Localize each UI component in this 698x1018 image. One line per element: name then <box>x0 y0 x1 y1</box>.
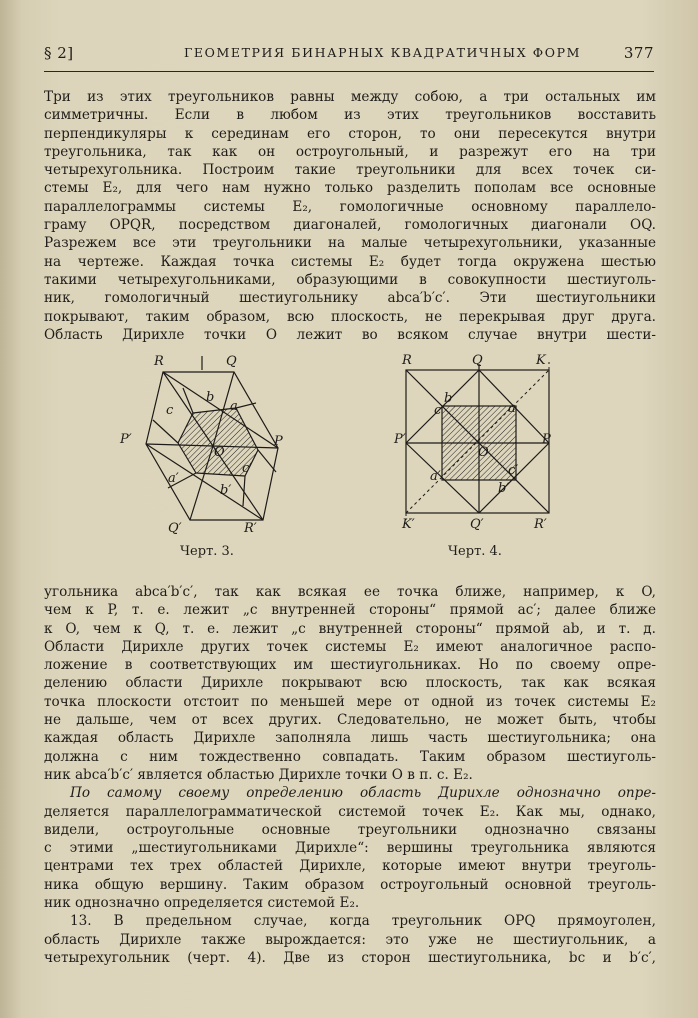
text-line: на чертеже. Каждая точка системы E₂ будет тогда окружена шестью <box>44 253 656 270</box>
running-header <box>44 44 654 66</box>
label-P: P <box>542 432 551 447</box>
text-line: не дальше, чем от всех других. Следовательно, не может быть, чтобы <box>44 712 656 729</box>
text-line: Область Дирихле точки O лежит во всяком случае внутри шести- <box>44 326 656 343</box>
running-title: ГЕОМЕТРИЯ БИНАРНЫХ КВАДРАТИЧНЫХ ФОРМ <box>184 45 581 60</box>
text-line: делению области Дирихле покрывают всю плоскость, так как всякая <box>44 675 656 692</box>
figure-3-caption: Черт. 3. <box>180 544 234 559</box>
label-R: R <box>402 353 412 368</box>
section-mark: § 2] <box>44 44 74 62</box>
text-line: покрывают, таким образом, всю плоскость, не перекрывая друг друга. <box>44 308 656 325</box>
text-line: ника общую вершину. Таким образом остроугольный основной треуголь- <box>44 876 656 893</box>
page-number: 377 <box>623 44 654 62</box>
text-line: По самому своему определению область Дирихле однозначно опре- <box>70 785 656 802</box>
label-R-prime: R′ <box>534 517 547 532</box>
label-K: K <box>536 353 546 368</box>
text-line: к O, чем к Q, т. е. лежит „с внутренней стороны“ прямой ab, и т. д. <box>44 620 656 637</box>
text-line: деляется параллелограмматической системой точек E₂. Как мы, однако, <box>44 803 656 820</box>
text-line: граму OPQR, посредством диагоналей, гомологичных диагонали OQ. <box>44 217 656 234</box>
text-line: ник, гомологичный шестиугольнику abca′b′c′. Эти шестиугольники <box>44 290 656 307</box>
label-c-prime: c′ <box>242 461 253 476</box>
text-line: чем к P, т. е. лежит „с внутренней стороны“ прямой ac′; далее ближе <box>44 602 656 619</box>
label-b: b <box>444 391 453 406</box>
label-P-prime: P′ <box>120 432 132 447</box>
label-b: b <box>206 390 215 405</box>
text-line: должна с ним тождественно совпадать. Таким образом шестиуголь- <box>44 748 656 765</box>
label-R: R <box>154 354 164 369</box>
figure-4-diagram <box>396 352 560 532</box>
text-line: точка плоскости отстоит по меньшей мере от одной из точек системы E₂ <box>44 693 656 710</box>
text-line: ложение в соответствующих им шестиугольниках. Но по своему опре- <box>44 657 656 674</box>
label-c-prime: c′ <box>508 463 519 478</box>
text-line: Разрежем все эти треугольники на малые четырехугольники, указанные <box>44 235 656 252</box>
text-line: стемы E₂, для чего нам нужно только разделить пополам все основные <box>44 180 656 197</box>
text-line: ник abca′b′c′ является областью Дирихле точки O в п. с. E₂. <box>44 766 473 783</box>
text-line: перпендикуляры к серединам его сторон, то они пересекутся внутри <box>44 125 656 142</box>
text-line: 13. В предельном случае, когда треугольник OPQ прямоуголен, <box>70 913 656 930</box>
paragraph-1 <box>44 88 656 344</box>
text-line: с этими „шестиугольниками Дирихле“: вершины треугольника являются <box>44 840 656 857</box>
label-c: c <box>434 403 442 418</box>
text-line: треугольника, так как он остроугольный, и разрежут его на три <box>44 143 656 160</box>
label-Q: Q <box>226 354 237 369</box>
text-line: четырехугольника. Построим такие треугольники для всех точек си- <box>44 162 656 179</box>
label-Q-prime: Q′ <box>168 521 182 536</box>
label-P-prime: P′ <box>394 432 406 447</box>
text-line: такими четырехугольниками, образующими в совокупности шестиуголь- <box>44 271 656 288</box>
header-rule <box>44 71 654 72</box>
label-b-prime: b′ <box>498 481 510 496</box>
label-K-prime: K′ <box>402 517 415 532</box>
text-line: параллелограммы системы E₂, гомологичные основному параллело- <box>44 198 656 215</box>
label-a-prime: a′ <box>430 469 441 484</box>
label-Q: Q <box>472 353 483 368</box>
text-line: область Дирихле также вырождается: это уже не шестиугольник, а <box>44 931 656 948</box>
label-Q-prime: Q′ <box>470 517 484 532</box>
text-line: центрами тех трех областей Дирихле, которые имеют внутри треуголь- <box>44 858 656 875</box>
label-b-prime: b′ <box>220 483 232 498</box>
label-a: a <box>230 399 238 414</box>
figure-3-diagram <box>118 348 308 538</box>
label-R-prime: R′ <box>244 521 257 536</box>
text-line: каждая область Дирихле заполняла лишь часть шестиугольника; она <box>44 730 656 747</box>
text-line: ник однозначно определяется системой E₂. <box>44 895 360 912</box>
label-c: c <box>166 403 174 418</box>
label-a-prime: a′ <box>168 471 179 486</box>
label-a: a <box>508 401 516 416</box>
text-line: Три из этих треугольников равны между собою, а три остальных им <box>44 89 656 105</box>
text-line: симметричны. Если в любом из этих треугольников восставить <box>44 107 656 124</box>
text-line: угольника abca′b′c′, так как всякая ее точка ближе, например, к O, <box>44 584 656 600</box>
label-O: O <box>214 445 225 460</box>
figure-4-caption: Черт. 4. <box>448 544 502 559</box>
label-O: O <box>478 445 489 460</box>
text-line: Области Дирихле других точек системы E₂ имеют аналогичное распо- <box>44 638 656 655</box>
label-P: P <box>274 434 283 449</box>
paragraph-2 <box>44 583 656 967</box>
text-line: четырехугольник (черт. 4). Две из сторон шестиугольника, bc и b′c′, <box>44 949 656 966</box>
text-line: видели, остроугольные основные треугольники однозначно связаны <box>44 821 656 838</box>
